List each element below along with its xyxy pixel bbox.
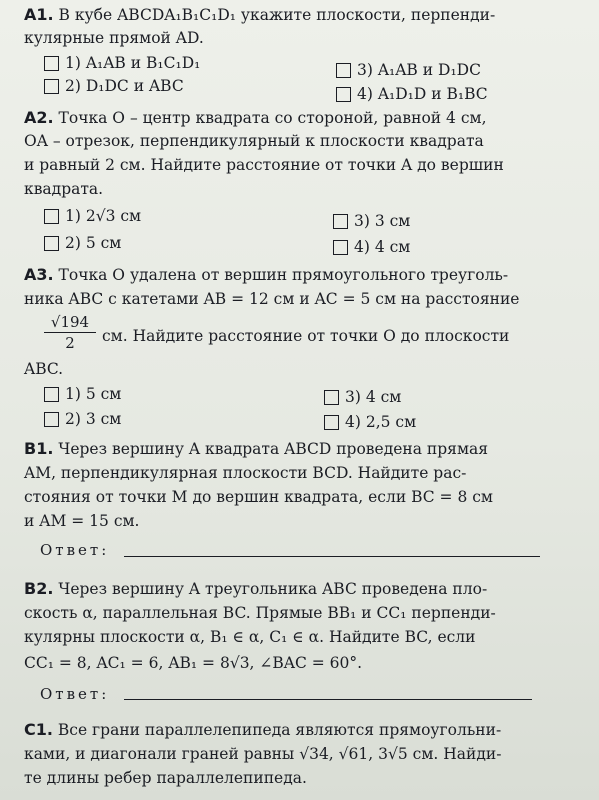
c1-line-1	[24, 719, 575, 741]
a2-option-4[interactable]	[333, 237, 410, 257]
a1-line-2: кулярные прямой AD.	[24, 29, 204, 47]
checkbox[interactable]	[333, 240, 348, 255]
checkbox[interactable]	[336, 63, 351, 78]
checkbox[interactable]	[44, 56, 59, 71]
a3-fraction	[44, 312, 96, 353]
b1-line-4: и AM = 15 см.	[24, 512, 140, 530]
a1-option-4[interactable]	[336, 84, 488, 104]
a2-option-1[interactable]	[44, 206, 141, 226]
b2-answer-label: Ответ:	[40, 685, 110, 703]
a2-option-3[interactable]	[333, 211, 410, 231]
c1-text-1: Все грани параллелепипеда являются прямоугольни-	[57, 721, 502, 739]
a3-option-2[interactable]	[44, 409, 121, 429]
checkbox[interactable]	[44, 209, 59, 224]
checkbox[interactable]	[44, 79, 59, 94]
a3-option-1[interactable]	[44, 384, 121, 404]
option-label: 2) 3 см	[65, 410, 122, 428]
a3-line-4: ABC.	[24, 360, 64, 378]
option-label: 3) 3 см	[354, 212, 411, 230]
b2-line-3: кулярны плоскости α, B₁ ∈ α, C₁ ∈ α. Найдите BC, если	[24, 628, 476, 646]
b1-answer-field[interactable]	[124, 556, 540, 557]
b2-number: В2.	[24, 579, 54, 598]
a2-line-1	[24, 107, 575, 129]
a3-text-1: Точка O удалена от вершин прямоугольного треуголь-	[58, 266, 509, 284]
option-label: 1) 2√3 см	[65, 207, 142, 225]
c1-line-2: ками, и диагонали граней равны √34, √61, 3√5 см. Найди-	[24, 745, 502, 763]
option-label: 1) 5 см	[65, 385, 122, 403]
b2-line-2: скость α, параллельная BC. Прямые BB₁ и CC₁ перпенди-	[24, 604, 496, 622]
fraction-numerator: √194	[44, 312, 96, 333]
b1-line-3: стояния от точки M до вершин квадрата, если BC = 8 см	[24, 488, 493, 506]
a1-text-1: В кубе ABCDA₁B₁C₁D₁ укажите плоскости, перпенди-	[58, 6, 496, 24]
a1-option-3[interactable]	[336, 60, 481, 80]
checkbox[interactable]	[44, 387, 59, 402]
b1-line-1	[24, 438, 575, 460]
b1-answer-label: Ответ:	[40, 541, 110, 559]
b1-number: В1.	[24, 439, 54, 458]
checkbox[interactable]	[336, 87, 351, 102]
checkbox[interactable]	[324, 415, 339, 430]
checkbox[interactable]	[324, 390, 339, 405]
a3-line-2: ника ABC с катетами AB = 12 см и AC = 5 см на расстояние	[24, 290, 520, 308]
option-label: 3) 4 см	[345, 388, 402, 406]
checkbox[interactable]	[333, 214, 348, 229]
b2-answer-field[interactable]	[124, 699, 532, 700]
option-label: 2) D₁DC и ABC	[65, 77, 184, 95]
a1-number: А1.	[24, 5, 54, 24]
a2-text-1: Точка O – центр квадрата со стороной, равной 4 см,	[58, 109, 487, 127]
b2-line-4: CC₁ = 8, AC₁ = 6, AB₁ = 8√3, ∠BAC = 60°.	[24, 654, 363, 672]
b2-text-1: Через вершину A треугольника ABC проведена пло-	[58, 580, 488, 598]
c1-number: С1.	[24, 720, 53, 739]
a2-number: А2.	[24, 108, 54, 127]
checkbox[interactable]	[44, 236, 59, 251]
option-label: 3) A₁AB и D₁DC	[357, 61, 481, 79]
a2-line-4: квадрата.	[24, 180, 104, 198]
a1-option-1[interactable]	[44, 53, 200, 73]
option-label: 4) 2,5 см	[345, 413, 417, 431]
a3-line-3: см. Найдите расстояние от точки O до плоскости	[102, 327, 510, 345]
a1-option-2[interactable]	[44, 76, 184, 96]
b2-line-1	[24, 578, 575, 600]
b1-text-1: Через вершину A квадрата ABCD проведена прямая	[58, 440, 489, 458]
b1-line-2: AM, перпендикулярная плоскости BCD. Найдите рас-	[24, 464, 467, 482]
a3-number: А3.	[24, 265, 54, 284]
a2-line-2: OA – отрезок, перпендикулярный к плоскости квадрата	[24, 132, 484, 150]
a2-line-3: и равный 2 см. Найдите расстояние от точки A до вершин	[24, 156, 504, 174]
fraction-denominator: 2	[65, 334, 75, 352]
a3-line-1	[24, 264, 575, 286]
a3-option-3[interactable]	[324, 387, 401, 407]
a3-option-4[interactable]	[324, 412, 416, 432]
c1-line-3: те длины ребер параллелепипеда.	[24, 769, 307, 787]
checkbox[interactable]	[44, 412, 59, 427]
option-label: 1) A₁AB и B₁C₁D₁	[65, 54, 201, 72]
a1-line-1	[24, 4, 575, 26]
a2-option-2[interactable]	[44, 233, 121, 253]
option-label: 4) A₁D₁D и B₁BC	[357, 85, 488, 103]
option-label: 2) 5 см	[65, 234, 122, 252]
option-label: 4) 4 см	[354, 238, 411, 256]
